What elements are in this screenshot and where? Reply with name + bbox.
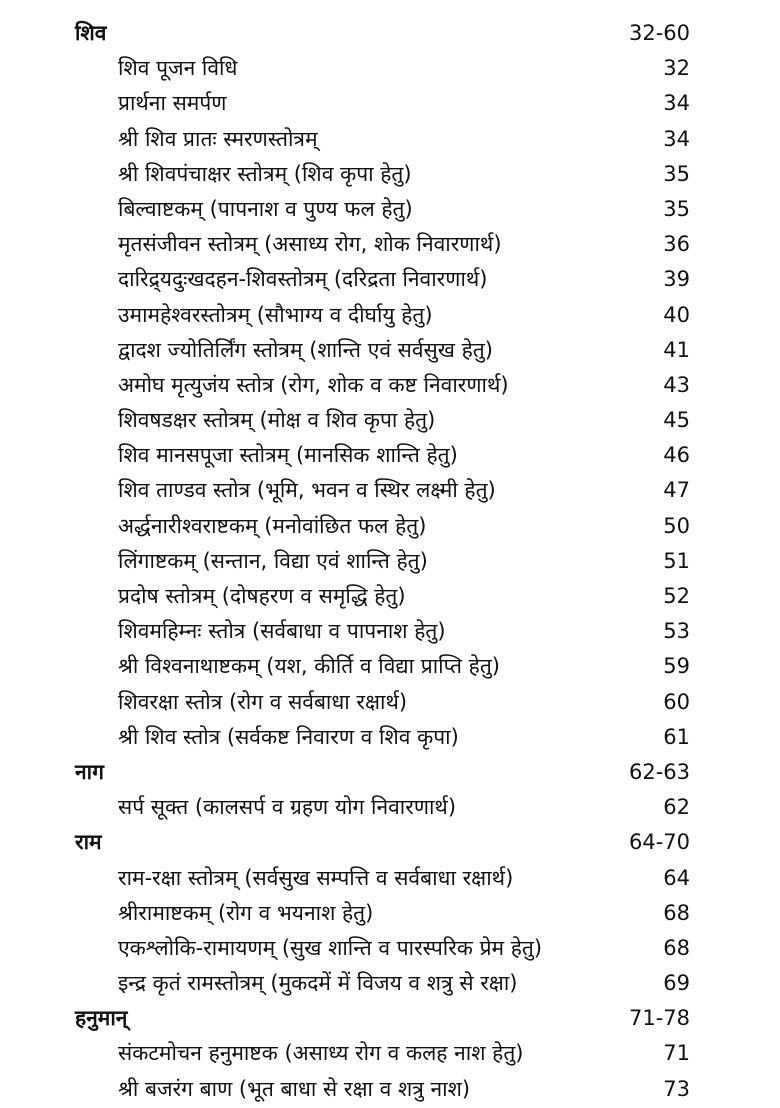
toc-entry [0, 720, 780, 755]
toc-entry [0, 896, 780, 931]
entry-title: श्री विश्वनाथाष्टकम् (यश, कीर्ति व विद्या प्राप्ति हेतु) [118, 654, 500, 679]
entry-title: मृतसंजीवन स्तोत्रम् (असाध्य रोग, शोक निवारणार्थ) [118, 232, 502, 257]
entry-title: प्रदोष स्तोत्रम् (दोषहरण व समृद्धि हेतु) [118, 584, 406, 608]
section-page-range: 62-63 [628, 759, 690, 784]
entry-page-number: 53 [663, 619, 690, 644]
toc-entry [0, 86, 780, 121]
section-title: राम [75, 830, 102, 855]
toc-entry [0, 438, 780, 473]
entry-title: राम-रक्षा स्तोत्रम् (सर्वसुख सम्पत्ति व सर्वबाधा रक्षार्थ) [118, 865, 514, 890]
entry-title: अमोघ मृत्युजंय स्तोत्र (रोग, शोक व कष्ट निवारणार्थ) [118, 372, 509, 397]
toc-entry [0, 227, 780, 262]
entry-title: उमामहेश्वरस्तोत्रम् (सौभाग्य व दीर्घायु हेतु) [118, 302, 433, 327]
entry-page-number: 45 [663, 408, 690, 433]
toc-entry [0, 544, 780, 579]
entry-page-number: 43 [663, 372, 690, 397]
entry-page-number: 69 [663, 971, 690, 996]
section-heading [0, 825, 780, 860]
toc-entry [0, 1072, 780, 1107]
toc-entry [0, 861, 780, 896]
entry-title: शिवमहिम्नः स्तोत्र (सर्वबाधा व पापनाश हेतु) [118, 619, 446, 644]
entry-page-number: 60 [663, 689, 690, 714]
toc-entry [0, 931, 780, 966]
section-heading [0, 16, 780, 51]
entry-title: शिव ताण्डव स्तोत्र (भूमि, भवन व स्थिर लक्ष्मी हेतु) [118, 478, 496, 503]
entry-page-number: 40 [663, 302, 690, 327]
entry-page-number: 32 [663, 56, 690, 81]
toc-entry [0, 333, 780, 368]
entry-title: लिंगाष्टकम् (सन्तान, विद्या एवं शान्ति हेतु) [118, 548, 428, 573]
entry-title: श्री बजरंग बाण (भूत बाधा से रक्षा व शत्रु नाश) [118, 1076, 471, 1101]
entry-page-number: 35 [663, 161, 690, 186]
entry-title: सर्प सूक्त (कालसर्प व ग्रहण योग निवारणार्थ) [118, 795, 457, 820]
toc-entry [0, 966, 780, 1001]
toc-entry [0, 298, 780, 333]
toc-entry [0, 790, 780, 825]
entry-title: दारिद्र्यदुःखदहन-शिवस्तोत्रम् (दरिद्रता निवारणार्थ) [118, 267, 488, 292]
section-title: नाग [75, 759, 104, 784]
toc-entry [0, 403, 780, 438]
toc-entry [0, 509, 780, 544]
section-page-range: 71-78 [628, 1006, 690, 1031]
entry-page-number: 73 [663, 1076, 690, 1101]
toc-entry [0, 262, 780, 297]
section-heading [0, 755, 780, 790]
entry-page-number: 50 [663, 513, 690, 538]
table-of-contents [0, 16, 780, 1107]
entry-title: द्वादश ज्योतिर्लिंग स्तोत्रम् (शान्ति एवं सर्वसुख हेतु) [118, 337, 493, 362]
entry-page-number: 39 [663, 267, 690, 292]
entry-page-number: 35 [663, 196, 690, 221]
toc-entry [0, 368, 780, 403]
entry-title: इन्द्र कृतं रामस्तोत्रम् (मुकदमें में विजय व शत्रु से रक्षा) [118, 971, 518, 996]
section-title: हनुमान् [75, 1006, 128, 1031]
entry-title: शिवरक्षा स्तोत्र (रोग व सर्वबाधा रक्षार्थ) [118, 689, 408, 714]
entry-page-number: 64 [663, 865, 690, 890]
section-page-range: 32-60 [628, 21, 690, 45]
toc-entry [0, 192, 780, 227]
section-heading [0, 1001, 780, 1036]
entry-page-number: 46 [663, 443, 690, 468]
toc-entry [0, 579, 780, 614]
entry-title: श्री शिव स्तोत्र (सर्वकष्ट निवारण व शिव कृपा) [118, 724, 459, 749]
toc-entry [0, 51, 780, 86]
entry-title: शिव पूजन विधि [118, 56, 238, 81]
toc-entry [0, 1036, 780, 1071]
entry-title: अर्द्धनारीश्वराष्टकम् (मनोवांछित फल हेतु) [118, 513, 427, 538]
entry-page-number: 71 [663, 1041, 690, 1066]
toc-entry [0, 157, 780, 192]
toc-entry [0, 649, 780, 684]
entry-title: एकश्लोकि-रामायणम् (सुख शान्ति व पारस्परिक प्रेम हेतु) [118, 935, 543, 960]
entry-page-number: 52 [663, 584, 690, 608]
entry-page-number: 36 [663, 232, 690, 257]
entry-page-number: 47 [663, 478, 690, 503]
entry-title: शिव मानसपूजा स्तोत्रम् (मानसिक शान्ति हेतु) [118, 443, 458, 468]
entry-page-number: 68 [663, 900, 690, 925]
toc-entry [0, 122, 780, 157]
entry-page-number: 34 [663, 126, 690, 151]
entry-title: श्री शिव प्रातः स्मरणस्तोत्रम् [118, 126, 318, 151]
entry-title: संकटमोचन हनुमाष्टक (असाध्य रोग व कलह नाश हेतु) [118, 1041, 524, 1066]
entry-title: प्रार्थना समर्पण [118, 91, 227, 116]
toc-entry [0, 614, 780, 649]
entry-title: बिल्वाष्टकम् (पापनाश व पुण्य फल हेतु) [118, 196, 413, 221]
entry-page-number: 51 [663, 548, 690, 573]
entry-page-number: 59 [663, 654, 690, 679]
entry-page-number: 41 [663, 337, 690, 362]
entry-page-number: 68 [663, 935, 690, 960]
entry-title: शिवषडक्षर स्तोत्रम् (मोक्ष व शिव कृपा हेतु) [118, 408, 436, 433]
section-title: शिव [75, 21, 107, 45]
entry-title: श्रीरामाष्टकम् (रोग व भयनाश हेतु) [118, 900, 374, 925]
section-page-range: 64-70 [628, 830, 690, 855]
entry-page-number: 61 [663, 724, 690, 749]
entry-page-number: 62 [663, 795, 690, 820]
entry-page-number: 34 [663, 91, 690, 116]
toc-entry [0, 473, 780, 508]
entry-title: श्री शिवपंचाक्षर स्तोत्रम् (शिव कृपा हेतु) [118, 161, 412, 186]
toc-entry [0, 685, 780, 720]
